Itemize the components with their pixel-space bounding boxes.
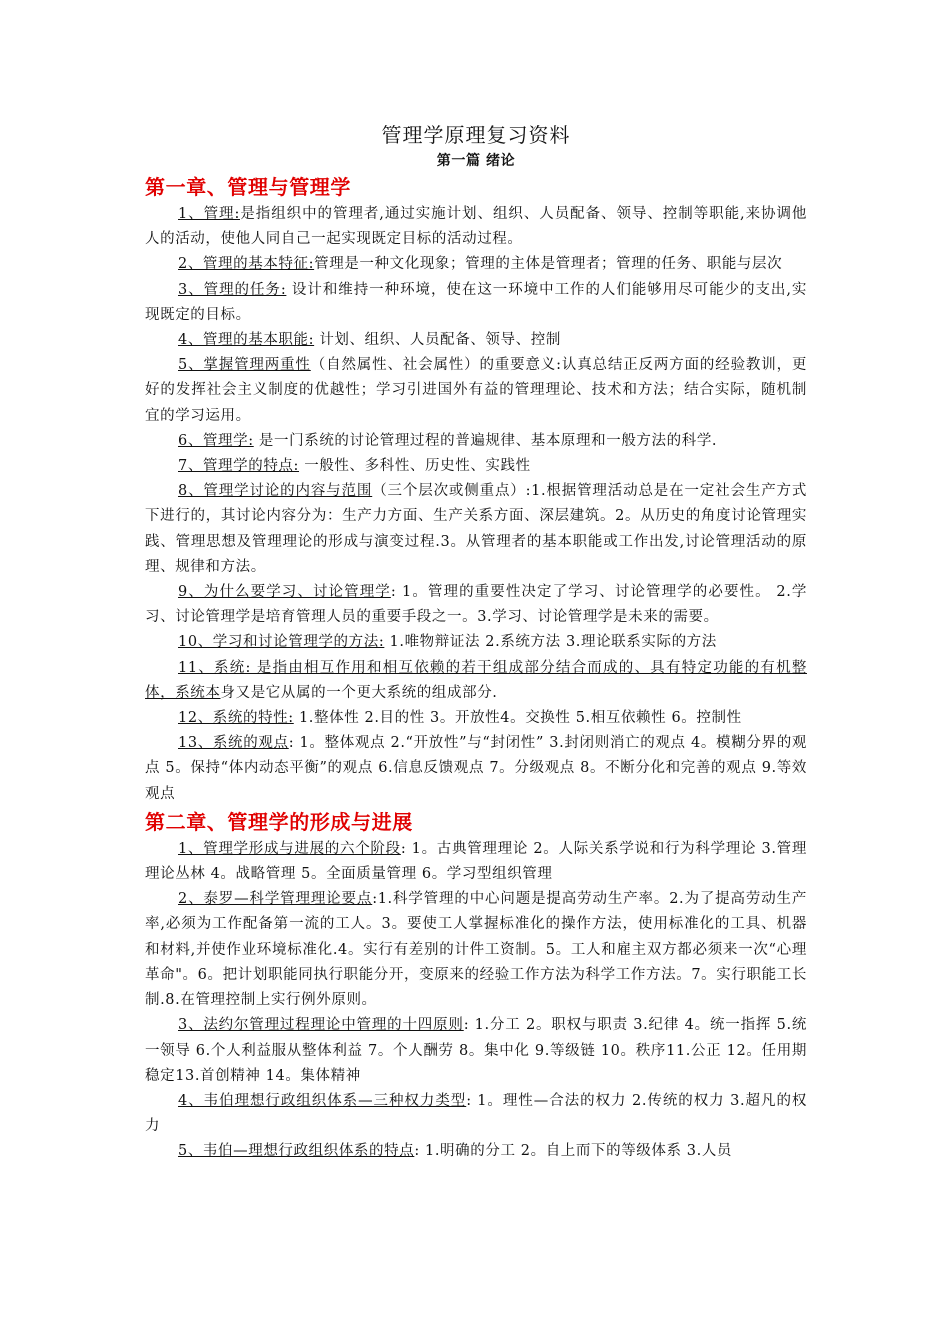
item-heading: 13、系统的观点 bbox=[178, 735, 289, 752]
list-item bbox=[145, 1089, 807, 1139]
list-item bbox=[145, 202, 807, 252]
item-heading: 1、管理: bbox=[178, 206, 240, 222]
document-page bbox=[145, 118, 807, 1165]
item-body: 是指组织中的管理者,通过实施计划、组织、人员配备、领导、控制等职能,来协调他人的活动，使他人同自己一起实现既定目标的活动过程。 bbox=[145, 206, 807, 248]
item-heading: 9、为什么要学习、讨论管理学 bbox=[178, 584, 391, 601]
item-heading: 2、管理的基本特征: bbox=[178, 256, 315, 273]
item-body: : 1。管理的重要性决定了学习、讨论管理学的必要性。 2.学习、讨论管理学是培育管理人员的重要手段之一。3.学习、讨论管理学是未来的需要。 bbox=[145, 584, 807, 626]
item-body: 1.整体性 2.目的性 3。开放性4。交换性 5.相互依赖性 6。控制性 bbox=[293, 710, 742, 727]
chapter-1-items bbox=[145, 202, 807, 807]
item-body: : 1。古典管理理论 2。人际关系学说和行为科学理论 3.管理理论丛林 4。战略管理 5。全面质量管理 6。学习型组织管理 bbox=[145, 840, 807, 883]
document-title: 管理学原理复习资料 bbox=[381, 123, 571, 147]
list-item bbox=[145, 630, 807, 655]
chapter-2-items bbox=[145, 837, 807, 1165]
item-heading: 1、管理学形成与进展的六个阶段 bbox=[178, 840, 401, 857]
item-heading: 4、韦伯理想行政组织体系—三种权力类型 bbox=[178, 1092, 467, 1109]
item-body: 1.唯物辩证法 2.系统方法 3.理论联系实际的方法 bbox=[384, 634, 717, 651]
item-heading: 4、管理的基本职能: bbox=[178, 332, 315, 349]
list-item bbox=[145, 1013, 807, 1089]
item-body: : 1.分工 2。职权与职责 3.纪律 4。统一指挥 5.统一领导 6.个人利益服从整体利益 7。个人酬劳 8。集中化 9.等级链 10。秩序11.公正 12。任用期稳定13.首创精神 14。集体精神 bbox=[145, 1017, 808, 1084]
list-item bbox=[145, 887, 807, 1013]
list-item bbox=[145, 731, 807, 807]
item-body: 身又是它从属的一个更大系统的组成部分. bbox=[220, 684, 498, 701]
item-heading: 5、韦伯—理想行政组织体系的特点 bbox=[178, 1143, 415, 1160]
item-heading: 7、管理学的特点: bbox=[178, 458, 300, 475]
item-heading: 3、管理的任务: bbox=[178, 281, 287, 298]
list-item bbox=[145, 656, 807, 706]
item-body: 设计和维持一种环境，使在这一环境中工作的人们能够用尽可能少的支出,实现既定的目标。 bbox=[145, 281, 807, 323]
chapter-1-title: 第一章、管理与管理学 bbox=[145, 175, 351, 199]
item-heading: 11、系统: 是指由相互作用和相互依赖的若干组成部分结合而成的、具有特定功能的有机整体，系统本 bbox=[145, 659, 807, 701]
item-body: 是一门系统的讨论管理过程的普遍规律、基本原理和一般方法的科学. bbox=[253, 432, 718, 449]
item-heading: 12、系统的特性: bbox=[178, 710, 294, 727]
list-item bbox=[145, 580, 807, 630]
list-item bbox=[145, 454, 807, 479]
item-body: （自然属性、社会属性）的重要意义:认真总结正反两方面的经验教训，更好的发挥社会主义制度的优越性；学习引进国外有益的管理理论、技术和方法；结合实际，随机制宜的学习运用。 bbox=[145, 357, 808, 424]
item-heading: 2、泰罗—科学管理理论要点 bbox=[178, 891, 373, 908]
list-item bbox=[145, 837, 807, 887]
item-heading: 3、法约尔管理过程理论中管理的十四原则 bbox=[178, 1017, 464, 1034]
list-item bbox=[145, 429, 807, 454]
item-body: （三个层次或侧重点）:1.根据管理活动总是在一定社会生产方式下进行的，其讨论内容分为：生产力方面、生产关系方面、深层建筑。2。从历史的角度讨论管理实践、管理思想及管理理论的形成与演变过程.3。从管理者的基本职能或工作出发,讨论管理活动的原理、规律和方法。 bbox=[145, 483, 808, 575]
list-item bbox=[145, 706, 807, 731]
item-body: 一般性、多科性、历史性、实践性 bbox=[299, 458, 531, 475]
list-item bbox=[145, 1139, 807, 1164]
item-body: 计划、组织、人员配备、领导、控制 bbox=[314, 332, 561, 349]
list-item bbox=[145, 252, 807, 277]
chapter-2-title: 第二章、管理学的形成与进展 bbox=[145, 809, 413, 834]
item-body: 管理是一种文化现象；管理的主体是管理者；管理的任务、职能与层次 bbox=[314, 256, 783, 273]
item-heading: 8、管理学讨论的内容与范围 bbox=[178, 483, 373, 500]
item-heading: 6、管理学: bbox=[178, 432, 254, 449]
item-body: : 1.明确的分工 2。自上而下的等级体系 3.人员 bbox=[414, 1143, 733, 1160]
list-item bbox=[145, 479, 807, 580]
item-body: :1.科学管理的中心问题是提高劳动生产率。2.为了提高劳动生产率,必须为工作配备第一流的工人。3。要使工人掌握标准化的操作方法，使用标准化的工具、机器和材料,并使作业环境标准化.4。实行有差别的计件工资制。5。工人和雇主双方都必须来一次“心理革命"。6。把计划职能同执行职能分开，变原来的经验工作方法为科学工作方法。7。实行职能工长制.8.在管理控制上实行例外原则。 bbox=[145, 891, 807, 1009]
part-title: 第一篇 绪论 bbox=[436, 153, 516, 169]
item-body: : 1。理性—合法的权力 2.传统的权力 3.超凡的权力 bbox=[145, 1092, 807, 1135]
list-item bbox=[145, 328, 807, 353]
item-heading: 5、掌握管理两重性 bbox=[178, 357, 311, 374]
item-body: : 1。整体观点 2.“开放性”与“封闭性” 3.封闭则消亡的观点 4。模糊分界的观点 5。保持“体内动态平衡”的观点 6.信息反馈观点 7。分级观点 8。不断分化和完善的观点 9.等效观点 bbox=[145, 735, 807, 802]
list-item bbox=[145, 278, 807, 328]
item-heading: 10、学习和讨论管理学的方法: bbox=[178, 634, 385, 651]
list-item bbox=[145, 353, 807, 429]
